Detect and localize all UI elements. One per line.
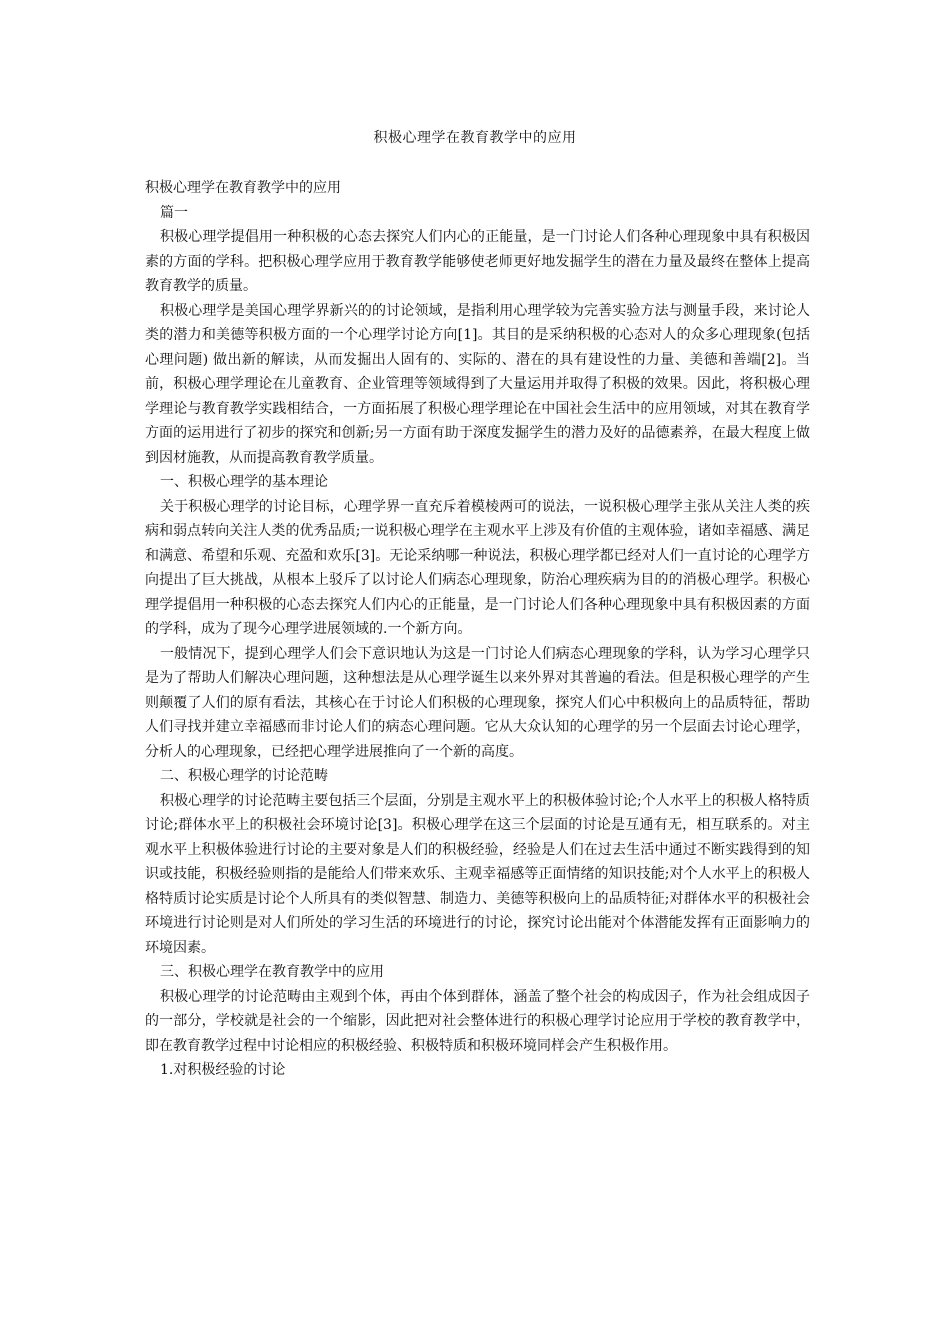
paragraph-background: 积极心理学是美国心理学界新兴的的讨论领域，是指利用心理学较为完善实验方法与测量手段，来讨论人类的潜力和美德等积极方面的一个心理学讨论方向[1]。其目的是采纳积极的心态对人的众多心理现象(包括心理问题) 做出新的解读，从而发掘出人固有的、实际的、潜在的具有建设性的力量、美德和善端[2]。当前，积极心理学理论在儿童教育、企业管理等领域得到了大量运用并取得了积极的效果。因此，将积极心理学理论与教育教学实践相结合，一方面拓展了积极心理学理论在中国社会生活中的应用领域，对其在教育学方面的运用进行了初步的探究和创新;另一方面有助于深度发掘学生的潜力及好的品德素养，在最大程度上做到因材施教，从而提高教育教学质量。 <box>145 302 810 466</box>
section3-paragraph-1: 积极心理学的讨论范畴由主观到个体，再由个体到群体，涵盖了整个社会的构成因子，作为社会组成因子的一部分，学校就是社会的一个缩影，因此把对社会整体进行的积极心理学讨论应用于学校的教育教学中，即在教育教学过程中讨论相应的积极经验、积极特质和积极环境同样会产生积极作用。 <box>145 988 810 1054</box>
subsection-heading-1: 1.对积极经验的讨论 <box>160 1062 286 1078</box>
section1-paragraph-2: 一般情况下，提到心理学人们会下意识地认为这是一门讨论人们病态心理现象的学科，认为学习心理学只是为了帮助人们解决心理问题，这种想法是从心理学诞生以来外界对其普遍的看法。但是积极心理学的产生则颠覆了人们的原有看法，其核心在于讨论人们积极的心理现象，探究人们心中积极向上的品质特征，帮助人们寻找并建立幸福感而非讨论人们的病态心理问题。它从大众认知的心理学的另一个层面去讨论心理学，分析人的心理现象，已经把心理学进展推向了一个新的高度。 <box>145 645 810 760</box>
paragraph-intro: 积极心理学提倡用一种积极的心态去探究人们内心的正能量，是一门讨论人们各种心理现象中具有积极因素的方面的学科。把积极心理学应用于教育教学能够使老师更好地发掘学生的潜在力量及最终在整体上提高教育教学的质量。 <box>145 229 810 294</box>
document-subtitle: 积极心理学在教育教学中的应用 <box>145 180 341 196</box>
section-heading-1: 一、积极心理学的基本理论 <box>160 474 328 490</box>
document-body <box>145 176 810 1083</box>
section2-paragraph-1: 积极心理学的讨论范畴主要包括三个层面，分别是主观水平上的积极体验讨论;个人水平上的积极人格特质讨论;群体水平上的积极社会环境讨论[3]。积极心理学在这三个层面的讨论是互通有无，相互联系的。对主观水平上积极体验进行讨论的主要对象是人们的积极经验，经验是人们在过去生活中通过不断实践得到的知识或技能，积极经验则指的是能给人们带来欢乐、主观幸福感等正面情绪的知识技能;对个人水平上的积极人格特质讨论实质是讨论个人所具有的类似智慧、制造力、美德等积极向上的品质特征;对群体水平的积极社会环境进行讨论则是对人们所处的学习生活的环境进行的讨论，探究讨论出能对个体潜能发挥有正面影响力的环境因素。 <box>145 792 810 956</box>
section-heading-2: 二、积极心理学的讨论范畴 <box>160 768 328 784</box>
section1-paragraph-1: 关于积极心理学的讨论目标，心理学界一直充斥着模棱两可的说法，一说积极心理学主张从关注人类的疾病和弱点转向关注人类的优秀品质;一说积极心理学在主观水平上涉及有价值的主观体验，诸如幸福感、满足和满意、希望和乐观、充盈和欢乐[3]。无论采纳哪一种说法，积极心理学都已经对人们一直讨论的心理学方向提出了巨大挑战，从根本上驳斥了以讨论人们病态心理现象，防治心理疾病为目的的消极心理学。积极心理学提倡用一种积极的心态去探究人们内心的正能量，是一门讨论人们各种心理现象中具有积极因素的方面的学科，成为了现今心理学进展领域的.一个新方向。 <box>145 498 810 637</box>
part-label: 篇一 <box>160 204 188 221</box>
section-heading-3: 三、积极心理学在教育教学中的应用 <box>160 964 384 980</box>
document-title: 积极心理学在教育教学中的应用 <box>373 130 577 146</box>
